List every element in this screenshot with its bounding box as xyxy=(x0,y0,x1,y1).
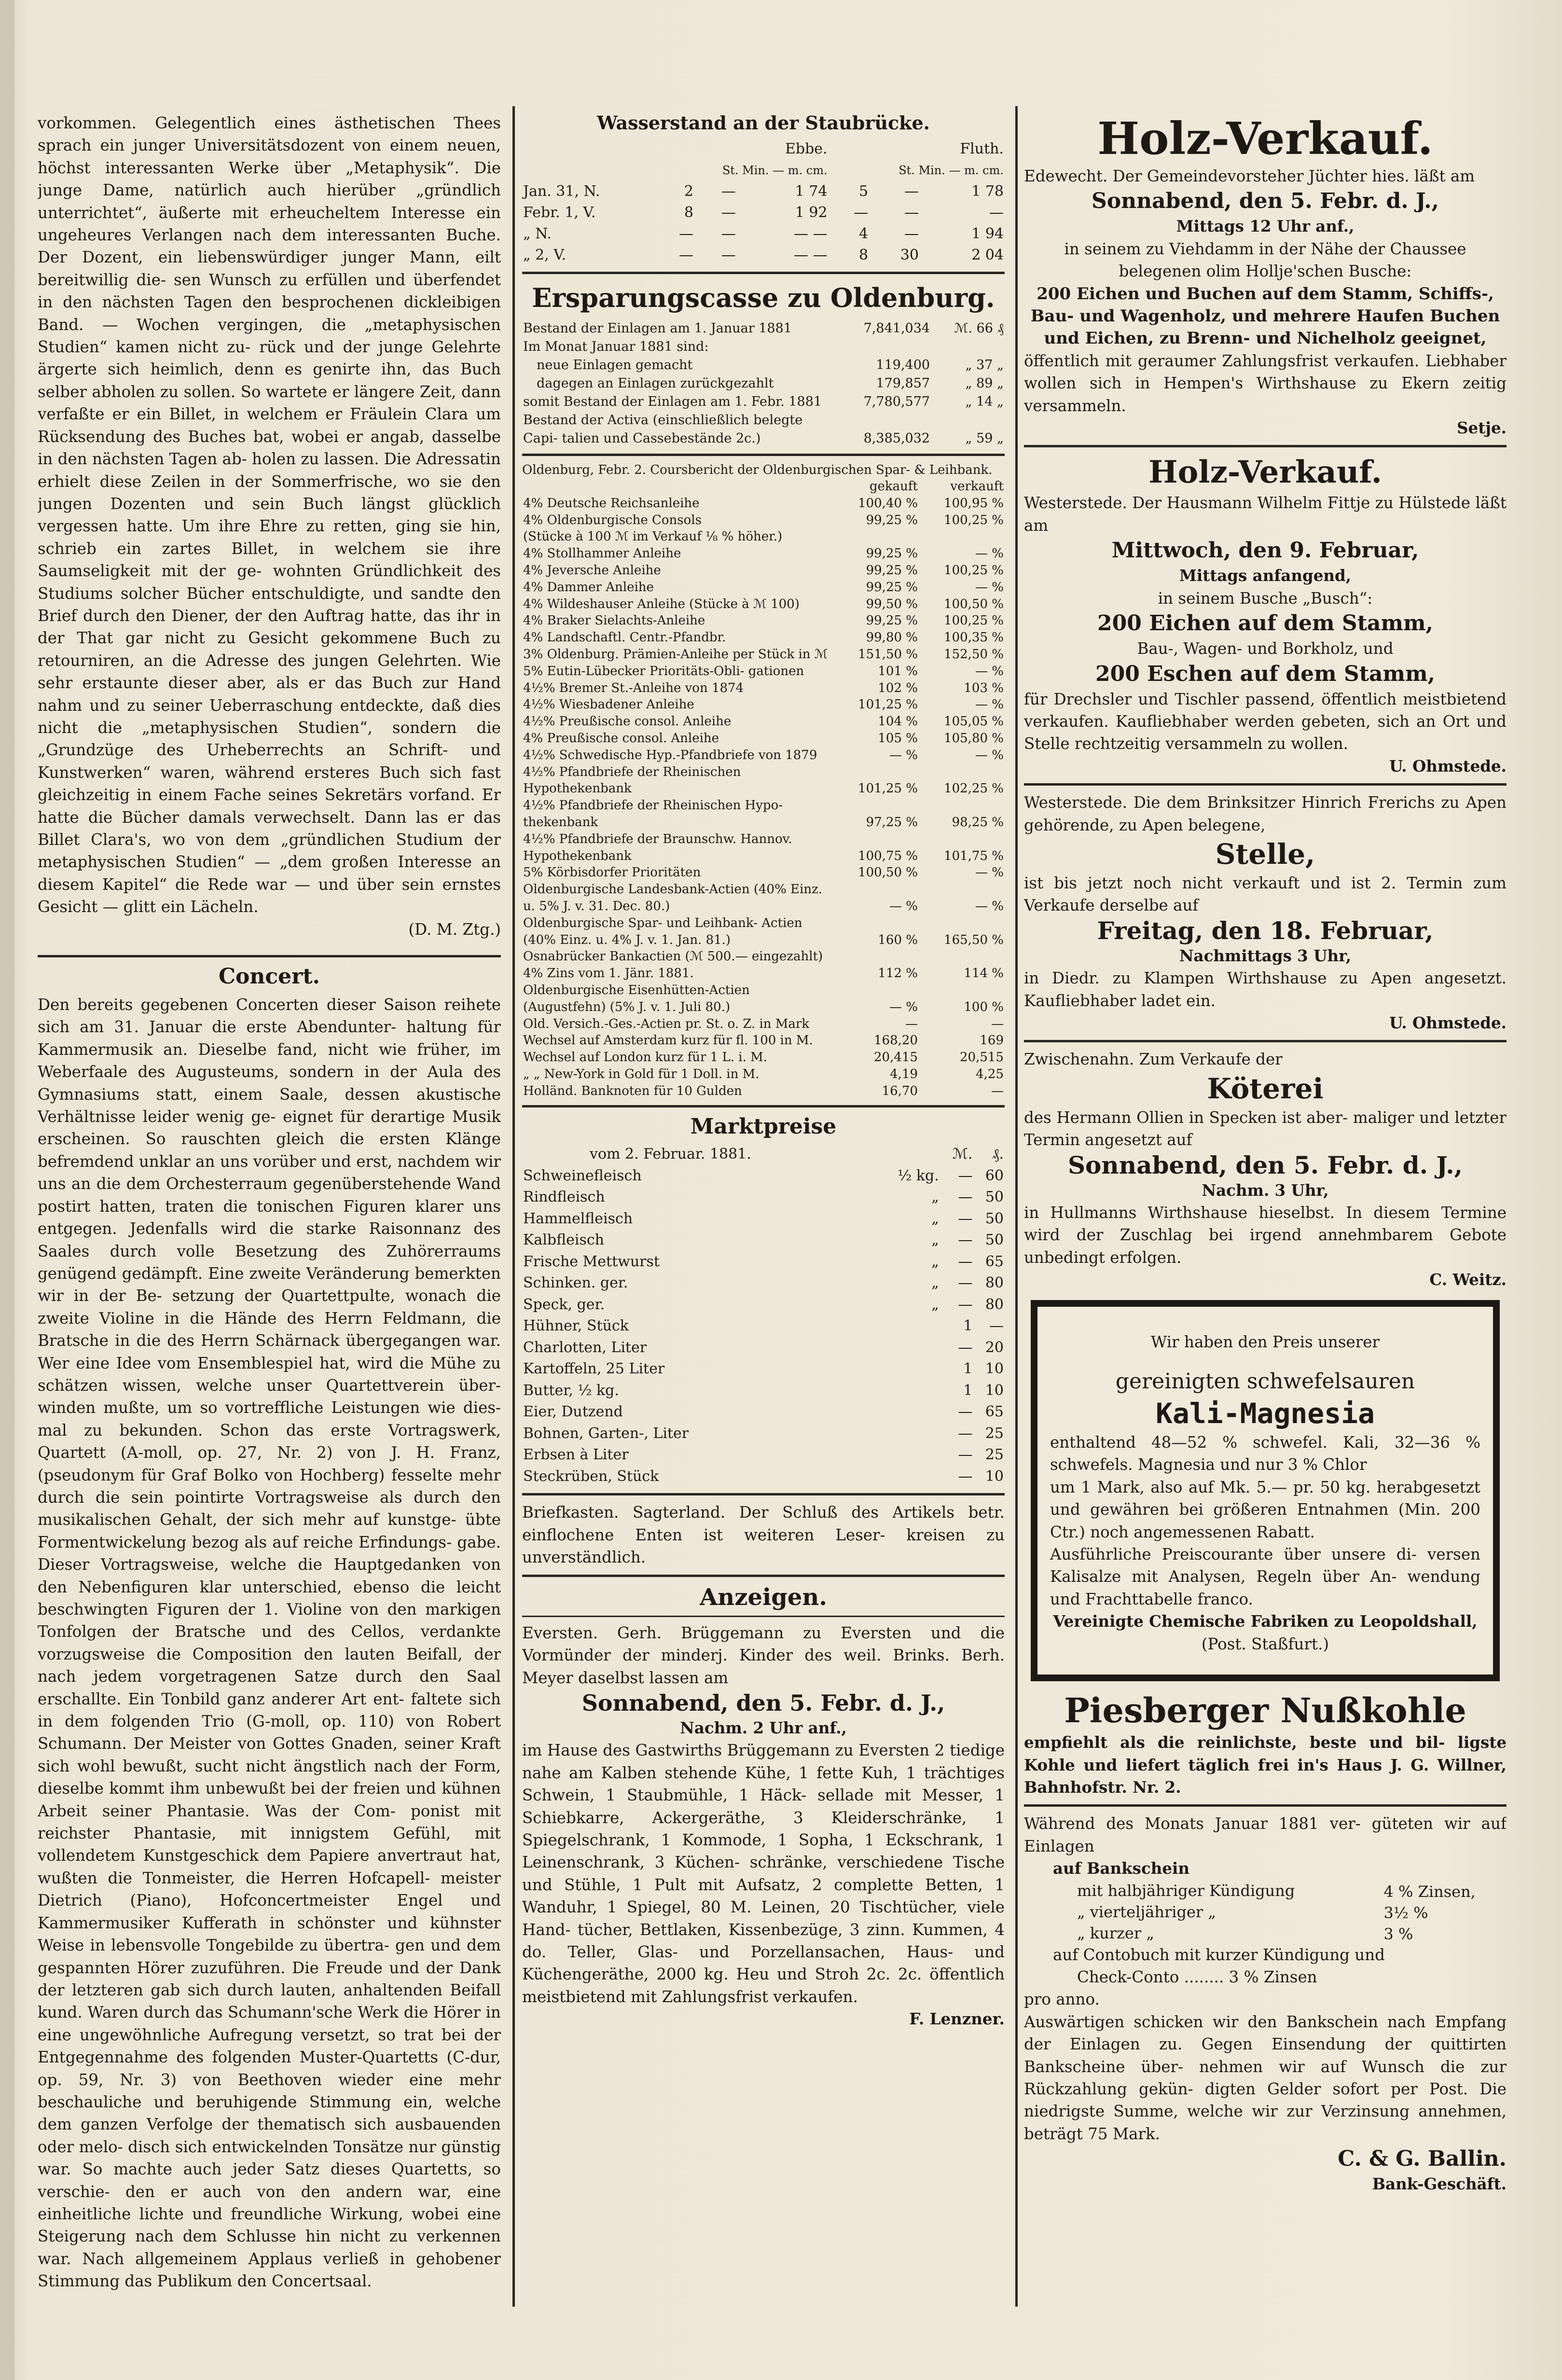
price-cell: — xyxy=(958,1296,973,1313)
bank-check: Check-Conto ........ 3 % Zinsen xyxy=(1077,1967,1317,1986)
table-row: Bestand der Activa (einschließlich belegte Capi- talien und Cassebestände 2c.) 8,385,032 „ 59 „ xyxy=(523,413,1004,446)
bank-firm: C. & G. Ballin. xyxy=(1338,2146,1507,2172)
concert-text: Den bereits gegebenen Concerten dieser Saison reihete sich am 31. Januar die erste Abendunter- haltung für Kammermusik an. Dieselbe fand, nicht wie früher, im Weberfaale des Augusteums, sondern in der Aula des Gymnasiums statt, einem Saale, dessen akustische Verhältnisse leider wenig ge- eignet für derartige Musik erscheinen. So rauschten gleich die ersten Klänge befremdend unklar an uns vorüber und erst, nachdem wir uns an die dem Orchesterraum gegenüberstehende Wand postirt hatten, traten die tonischen Figuren klarer uns entgegen. Jedenfalls wird die starke Raisonnanz des Saales durch volle Besetzung des Zuhörerraums genügend gedämpft. Eine zweite Veränderung bemerkten wir in der Be- setzung der Quartettpulte, wonach die zweite Violine in die Hände des Herrn Feldmann, die Bratsche in die des Herrn Schärnack übergegangen war. Wer eine Idee vom Ensemblespiel hat, wird die Mühe zu schätzen wissen, welche unser Quartettverein über- winden mußte, um so vortreffliche Leistungen wie dies- mal zu bekunden. Schon das erste Vortragswerk, Quartett (A-moll, op. 27, Nr. 2) von J. H. Franz, (pseudonym für Graf Bolko von Hochberg) fesselte mehr durch die sein pointirte Vortragsweise als durch den musikalischen Gehalt, der sich mehr auf kunstge- übte Formentwickelung bezog als auf reiche Erfindungs- gabe. Dieser Vortragsweise, welche die Hauptgedanken von den Nebenfiguren klar unterschied, ebenso die leicht beschwingten Figuren der 1. Violine von den markigen Tonfolgen der Bratsche und des Cellos, verdankte vorzugsweise die Composition den lauten Beifall, der nach jedem vorgetragenen Satze durch den Saal erschallte. Ein Tonbild ganz anderer Art ent- faltete sich in dem folgenden Trio (G-moll, op. 110) von Robert Schumann. Der Meister von Gottes Gnaden, seiner Kraft sich wohl bewußt, sucht nicht ängstlich nach der Form, dieselbe kommt ihm unbewußt bei der freien und kühnen Arbeit seiner Phantasie. Was der Com- ponist mit reichster Phantasie, mit innigstem Gefühl, mit vollendetem Kunstgeschick dem Papiere anvertraut hat, wußten die Tonmeister, die Herren Hofcapell- meister Dietrich (Piano), Hofconcertmeister Engel und Kammermusiker Kufferath in schönster und kühnster Weise in lebensvolle Tongebilde zu übertra- gen und dem gespannten Hörer zuzuführen. Die Freude und der Dank der letzteren gab sich durch lauten, anhaltenden Beifall kund. Waren durch das Schumann'sche Werk die Hörer in eine ungewöhnliche Aufregung versetzt, so trat bei der Entgegennahme des folgenden Muster-Quartetts (C-dur, op. 59, Nr. 3) von Beethoven wieder eine mehr beschauliche und beruhigende Stimmung ein, welche dem ganzen Verfolge der thematisch sich ausbauenden oder melo- disch sich entwickelnden Tonsätze nur günstig war. So machte auch jeder Satz dieses Quartetts, so verschie- den er auch von den andern war, eine einheitliche lichte und freundliche Wirkung, wobei eine Steigerung nach dem Schlusse hin nicht zu verkennen war. Nach allgemeinem Applaus verließ in gehobener Stimmung das Publikum den Concertsaal. xyxy=(38,996,501,2291)
bank-intro: Während des Monats Januar 1881 ver- güteten wir auf Einlagen xyxy=(1024,1814,1507,1855)
bank-sub: Bank-Geschäft. xyxy=(1372,2174,1507,2194)
price-cell: 25 xyxy=(985,1425,1004,1442)
kali-title-1: gereinigten schwefelsauren xyxy=(1115,1369,1415,1394)
table-row: Bestand der Einlagen am 1. Januar 1881 7,841,034 ℳ. 66 ₰ xyxy=(523,321,1004,336)
table-row xyxy=(522,545,1005,562)
security-name: Oldenburgische Spar- und Leihbank- Actien (40% Einz. u. 4% J. v. 1. Jan. 81.) xyxy=(523,915,802,947)
price-cell: — xyxy=(905,1016,918,1031)
table-row xyxy=(522,1273,1005,1294)
security-name: Wechsel auf Amsterdam kurz für fl. 100 in M. xyxy=(523,1033,813,1048)
price-cell: 1 xyxy=(963,1382,973,1399)
divider xyxy=(1024,1804,1507,1807)
koterei-heading: Köterei xyxy=(1207,1072,1324,1105)
security-name: Old. Versich.-Ges.-Actien pr. St. o. Z. in Mark xyxy=(523,1016,810,1031)
article-text: vorkommen. Gelegentlich eines ästhetischen Thees sprach ein junger Universitätsdozent von einem neuen, höchst interessanten Werke über „Metaphysik“. Die junge Dame, natürlich auch hierüber „gründlich unterrichtet“, äußerte mit erheucheltem Interesse ein ungeheures Verlangen nach dem interessanten Buche. Der Dozent, ein liebenswürdiger junger Mann, eilt bereitwillig die- sen Wunsch zu erfüllen und überfendet in den nächsten Tagen den besprochenen dickleibigen Band. — Wochen vergingen, die „metaphysischen Studien“ kamen nicht zu- rück und der junge Gelehrte ärgerte sich heimlich, denn es genirte ihn, das Buch selber abholen zu sollen. So wartete er längere Zeit, dann verfaßte er ein Billet, in welchem er Fräulein Clara um Rücksendung des Buches bat, wobei er angab, dasselbe in den nächsten Tagen ab- holen zu lassen. Die Adressatin erhielt diese Zeilen in der Sommerfrische, wo sie den jungen Dozenten und sein Buch längst glücklich vergessen hatte. Um ihre Ehre zu retten, ging sie hin, schrieb ein zartes Billet, in welchem sie ihre Saumseligkeit mit der ge- wohnten Gründlichkeit des Studiums solcher Bücher entschuldigte, und sandte den Brief durch den Diener, der den Auftrag hatte, das ihr in der That gar nicht zu Gesicht gekommene Buch zu retourniren, an die Adresse des jungen Gelehrten. Wie sehr erstaunte dieser aber, als er das Buch zur Hand nahm und zu seiner Ueberraschung entdeckte, daß dies nicht die „metaphysischen Studien“, sondern die „Grundzüge des Urheberrechts an Schrift- und Kunstwerken“ waren, während ersteres Buch sich fast gleichzeitig in einem Fache seines Sekretärs vorfand. Er hatte die Bücher damals verwechselt. Dann las er das Billet Clara's, wo von dem „gründlichen Studium der metaphysischen Studien“ — „dem großen Interesse an diesem Kapitel“ die Rede war — und über sein ernstes Gesicht — glitt ein Lächeln. xyxy=(38,114,501,916)
price-cell: 4,25 xyxy=(976,1066,1004,1081)
price-cell: — xyxy=(958,1446,973,1464)
price-cell: 101,25 % xyxy=(858,781,918,796)
price-cell: 151,50 % xyxy=(858,647,918,662)
bank-pro-anno: pro anno. xyxy=(1024,1990,1100,2009)
price-cell: 98,25 % xyxy=(952,815,1004,830)
security-name: 4% Stollhammer Anleihe xyxy=(523,546,681,561)
price-cell: 165,50 % xyxy=(944,932,1004,947)
table-row xyxy=(522,696,1005,713)
security-name: Holländ. Banknoten für 10 Gulden xyxy=(523,1083,742,1098)
sparkasse-table xyxy=(522,319,1005,448)
kurs-table: gekauft verkauft 4% Deutsche Reichsanleihe 100,40 % 100,95 % 4% Oldenburgische Consols 99,25 % 100,25 % (Stücke à 100 ℳ im Verkauf ⅛ % höher.) 4% Stollhammer Anleihe 99,25 % — % 4% Jeversche Anleihe 99,25 % 100,25 % 4% Dammer Anleihe 99,25 % — % 4% Wildeshauser Anleihe (Stücke à ℳ 100) 99,50 % 100,50 % 4% Braker Sielachts-Anleihe 99,25 % 100,25 % 4% Landschaftl. Centr.-Pfandbr. 99,80 % 100,35 % 3% Oldenburg. Prämien-Anleihe per Stück in ℳ 151,50 % 152,50 % 5% Eutin-Lübecker Prioritäts-Obli- gationen 101 % — % 4½% Bremer St.-Anleihe von 1874 102 % 103 % 4½% Wiesbadener Anleihe 101,25 % — % 4½% Preußische consol. Anleihe 104 % 105,05 % 4% Preußische consol. Anleihe 105 % 105,80 % 4½% Schwedische Hyp.-Pfandbriefe von 1879 — % — % 4½% Pfandbriefe der Rheinischen Hypothekenbank 101,25 % 102,25 % 4½% Pfandbriefe der Rheinischen Hypo- thekenbank 97,25 % 98,25 % 4½% Pfandbriefe der Braunschw. Hannov. Hypothekenbank 100,75 % 101,75 % 5% Körbisdorfer Prioritäten 100,50 % — % Oldenburgische Landesbank-Actien (40% Einz. u. 5% J. v. 31. Dec. 80.) — % — % Oldenburgische Spar- und Leihbank- Actien (40% Einz. u. 4% J. v. 1. Jan. 81.) 160 % 165,50 % Osnabrücker Bankactien (ℳ 500.— eingezahlt) 4% Zins vom 1. Jänr. 1881. 112 % 114 % Oldenburgische Eisenhütten-Actien (Augustfehn) (5% J. v. 1. Juli 80.) — % 100 % Old. Versich.-Ges.-Actien pr. St. o. Z. in Mark — — Wechsel auf Amsterdam kurz für fl. 100 in M. 168,20 169 Wechsel auf London kurz für 1 L. i. M. 20,415 20,515 „ „ New-York in Gold für 1 Doll. in M. 4,19 4,25 Holländ. Banknoten für 10 Gulden 16,70 — xyxy=(522,478,1005,1099)
product-name: Bohnen, Garten-, Liter xyxy=(523,1425,689,1442)
holz2-item-2: 200 Eschen auf dem Stamm, xyxy=(1095,661,1435,686)
security-name: Osnabrücker Bankactien (ℳ 500.— eingezahlt) 4% Zins vom 1. Jänr. 1881. xyxy=(523,949,823,981)
price-cell: 97,25 % xyxy=(866,815,918,830)
divider xyxy=(38,955,501,957)
divider xyxy=(1024,445,1507,447)
kali-composition: enthaltend 48—52 % schwefel. Kali, 32—36 % schwefels. Magnesia und nur 3 % Chlor xyxy=(1050,1433,1480,1474)
table-row xyxy=(522,797,1005,831)
column-2 xyxy=(522,112,1005,2303)
table-row xyxy=(522,596,1005,613)
price-cell: „ xyxy=(931,1296,939,1313)
auction-items: im Hause des Gastwirths Brüggemann zu Eversten 2 tiedige nahe am Kalben stehende Kühe, 1 fette Kuh, 1 trächtiges Schwein, 1 Staubmühle, 1 Häck- sellade mit Messer, 1 Schiebkarre, Ackergeräthe, 3 Kleiderschränke, 1 Spiegelschrank, 1 Kommode, 1 Sopha, 1 Eckschrank, 1 Leinenschrank, 3 Küchen- schränke, verschiedene Tische und Stühle, 1 Pult mit Aufsatz, 2 complette Betten, 1 Wanduhr, 1 Spiegel, 80 M. Leinen, 20 Tischtücher, viele Hand- tücher, Bettlaken, Kissenbezüge, 3 zinn. Kummen, 4 do. Teller, Glas- und Porzellansachen, Haus- und Küchengeräthe, 2000 kg. Heu und Stroh 2c. 2c. öffentlich meistbietend mit Zahlungsfrist verkaufen. xyxy=(522,1741,1005,2006)
price-cell: 168,20 xyxy=(874,1033,918,1048)
water-title: Wasserstand an der Staubrücke. xyxy=(597,112,930,134)
table-row xyxy=(522,864,1005,881)
price-cell: 99,25 % xyxy=(866,563,918,578)
holz2-wood: Bau-, Wagen- und Borkholz, und xyxy=(1137,639,1394,658)
price-cell: 65 xyxy=(985,1403,1004,1421)
table-row xyxy=(522,663,1005,680)
price-cell: „ xyxy=(931,1274,939,1292)
price-cell: — xyxy=(958,1339,973,1356)
price-cell: 99,25 % xyxy=(866,546,918,561)
kali-firm: Vereinigte Chemische Fabriken zu Leopoldshall, xyxy=(1053,1612,1478,1631)
table-row: Im Monat Januar 1881 sind: xyxy=(523,339,709,354)
bank-subhead: auf Bankschein xyxy=(1053,1859,1190,1878)
piesberg-title: Piesberger Nußkohle xyxy=(1064,1690,1466,1731)
table-row xyxy=(522,730,1005,747)
koterei-intro: Zwischenahn. Zum Verkaufe der xyxy=(1024,1050,1283,1069)
concert-title: Concert. xyxy=(219,964,320,989)
security-name: 4% Wildeshauser Anleihe (Stücke à ℳ 100) xyxy=(523,596,800,611)
kurs-title: Oldenburg, Febr. 2. Coursbericht der Oldenburgischen Spar- & Leihbank. xyxy=(522,463,993,477)
price-cell xyxy=(919,528,1005,545)
price-cell: 152,50 % xyxy=(944,647,1004,662)
price-cell: 102 % xyxy=(878,680,918,695)
table-row xyxy=(522,1208,1005,1230)
unit-label: St. Min. — m. cm. xyxy=(898,164,1004,177)
price-cell: 104 % xyxy=(878,714,918,729)
price-cell: — xyxy=(958,1253,973,1270)
holz2-place: in seinem Busche „Busch“: xyxy=(1158,589,1373,608)
table-row xyxy=(522,1230,1005,1251)
security-name: 4% Landschaftl. Centr.-Pfandbr. xyxy=(523,630,726,645)
price-cell: — % xyxy=(889,899,918,913)
price-cell: — % xyxy=(975,546,1004,561)
table-row xyxy=(522,1016,1005,1033)
briefkasten: Briefkasten. Sagterland. Der Schluß des Artikels betr. einflochene Enten ist weiteren Leser- kreisen zu unverständlich. xyxy=(522,1503,1005,1567)
holz-date: Sonnabend, den 5. Febr. d. J., xyxy=(1092,189,1439,214)
stelle-sign: U. Ohmstede. xyxy=(1389,1013,1507,1032)
holz2-date: Mittwoch, den 9. Februar, xyxy=(1111,538,1419,563)
security-name: 4% Dammer Anleihe xyxy=(523,580,654,595)
bank-rates xyxy=(1024,1880,1507,1944)
kali-price: um 1 Mark, also auf Mk. 5.— pr. 50 kg. herabgesetzt und gewähren bei größeren Entnahmen (Min. 200 Ctr.) noch angemessenen Rabatt. xyxy=(1050,1478,1480,1541)
security-name: (Stücke à 100 ℳ im Verkauf ⅛ % höher.) xyxy=(523,529,783,544)
table-row xyxy=(522,1251,1005,1273)
holz2-sign: U. Ohmstede. xyxy=(1389,756,1507,775)
security-name: „ „ New-York in Gold für 1 Doll. in M. xyxy=(523,1066,760,1081)
table-row: „ N. — — — — 4 — 1 94 xyxy=(523,225,1004,242)
price-cell: 20 xyxy=(985,1339,1004,1356)
price-cell: 100 % xyxy=(964,999,1004,1014)
price-cell: 100,35 % xyxy=(944,630,1004,645)
table-row: Febr. 1, V. 8 — 1 92 — — — xyxy=(523,204,1004,221)
table-row xyxy=(522,1380,1005,1402)
price-cell: — % xyxy=(975,664,1004,678)
product-name: Kalbfleisch xyxy=(523,1232,604,1249)
auction-date: Sonnabend, den 5. Febr. d. J., xyxy=(581,1689,945,1716)
price-cell: 20,415 xyxy=(874,1050,918,1065)
article-source: (D. M. Ztg.) xyxy=(408,920,501,939)
markt-table: vom 2. Februar. 1881. ℳ. ₰. Schweinefleisch ½ kg. — 60 Rindfleisch „ — 50 Hammelfleisch „ — 50 Kalbfleisch „ — 50 Frische Mettwurst „ — 65 Schinken. ger. „ — 80 Speck, ger. „ — 80 Hühner, Stück 1 — Charlotten, Liter — 20 Kartoffeln, 25 Liter 1 10 Butter, ½ kg. 1 10 Eier, Dutzend — 65 Bohnen, Garten-, Liter — 25 Erbsen à Liter — 25 Steckrüben, Stück — 10 xyxy=(522,1144,1005,1487)
security-name: 4% Oldenburgische Consols xyxy=(523,512,702,527)
holz2-intro: Westerstede. Der Hausmann Wilhelm Fittje zu Hülstede läßt am xyxy=(1024,494,1507,535)
table-row xyxy=(522,1337,1005,1359)
price-cell: 102,25 % xyxy=(944,781,1004,796)
divider xyxy=(1024,783,1507,786)
table-row xyxy=(522,764,1005,798)
price-cell: 99,50 % xyxy=(866,596,918,611)
security-name: 4% Preußische consol. Anleihe xyxy=(523,731,719,746)
price-cell: 100,75 % xyxy=(858,848,918,863)
koterei-place: in Hullmanns Wirthshause hieselbst. In diesem Termine wird der Zuschlag bei irgend annehmbarem Gebote unbedingt erfolgen. xyxy=(1024,1204,1507,1267)
price-cell xyxy=(874,1466,940,1488)
markt-title: Marktpreise xyxy=(690,1114,837,1139)
security-name: Oldenburgische Landesbank-Actien (40% Einz. u. 5% J. v. 31. Dec. 80.) xyxy=(523,882,823,913)
table-row: dagegen an Einlagen zurückgezahlt 179,857 „ 89 „ xyxy=(537,376,1004,391)
price-cell: 100,50 % xyxy=(944,596,1004,611)
table-row xyxy=(522,948,1005,982)
security-name: 4½% Pfandbriefe der Rheinischen Hypothekenbank xyxy=(523,764,741,796)
table-row: mit halbjähriger Kündigung 4 % Zinsen, xyxy=(1077,1881,1476,1901)
bank-terms: Auswärtigen schicken wir den Bankschein nach Empfang der Einlagen zu. Gegen Einsendung der quittirten Bankscheine über- nehmen wir auf Wunsch die zur Rückzahlung gekün- digten Gelder sofort per Post. Die niedrigste Summe, welche wir zur Verzinsung annehmen, beträgt 75 Mark. xyxy=(1024,2012,1507,2143)
security-name: 5% Körbisdorfer Prioritäten xyxy=(523,865,701,880)
auction-sign: F. Lenzner. xyxy=(909,2009,1005,2029)
price-cell: 50 xyxy=(985,1189,1004,1206)
price-cell: 80 xyxy=(985,1274,1004,1292)
sparkasse-title: Ersparungscasse zu Oldenburg. xyxy=(532,282,995,313)
price-cell: — xyxy=(991,1083,1004,1098)
price-cell: 100,25 % xyxy=(944,512,1004,527)
holz-place: in seinem zu Viehdamm in der Nähe der Chaussee belegenen olim Hollje'schen Busche: xyxy=(1064,239,1466,281)
price-cell: — xyxy=(958,1210,973,1227)
price-cell: 100,50 % xyxy=(858,865,918,880)
price-cell: 105,05 % xyxy=(944,714,1004,729)
table-row: „ 2, V. — — — — 8 30 2 04 xyxy=(523,247,1004,263)
divider xyxy=(522,1493,1005,1495)
binding-edge xyxy=(0,0,14,2380)
stelle-date: Freitag, den 18. Februar, xyxy=(1097,916,1434,945)
table-row xyxy=(522,680,1005,697)
bank-contobuch: auf Contobuch mit kurzer Kündigung und xyxy=(1053,1945,1385,1964)
price-cell xyxy=(874,1423,940,1445)
table-row xyxy=(522,629,1005,646)
auction-time: Nachm. 2 Uhr anf., xyxy=(680,1718,847,1737)
table-row xyxy=(522,1032,1005,1049)
price-cell: 160 % xyxy=(878,932,918,947)
stelle-text: ist bis jetzt noch nicht verkauft und ist 2. Termin zum Verkaufe derselbe auf xyxy=(1024,873,1507,915)
table-row: „ kurzer „ 3 % xyxy=(1077,1923,1413,1944)
table-row xyxy=(522,495,1005,512)
product-name: Steckrüben, Stück xyxy=(523,1467,659,1485)
auction-intro: Eversten. Gerh. Brüggemann zu Eversten und die Vormünder der minderj. Kinder des weil. Brinks. Berh. Meyer daselbst lassen am xyxy=(522,1623,1005,1687)
stelle-heading: Stelle, xyxy=(1215,837,1315,871)
price-cell: 105 % xyxy=(878,731,918,746)
price-cell: 99,25 % xyxy=(866,580,918,595)
table-row xyxy=(522,831,1005,865)
table-row xyxy=(522,512,1005,529)
table-row xyxy=(522,1315,1005,1337)
price-cell: 65 xyxy=(985,1253,1004,1270)
price-cell: 60 xyxy=(985,1167,1004,1184)
kali-title-2: Kali-Magnesia xyxy=(1156,1397,1375,1430)
price-cell: 105,80 % xyxy=(944,731,1004,746)
unit-label: St. Min. — m. cm. xyxy=(722,164,828,177)
price-cell: 1 xyxy=(963,1360,973,1378)
price-cell: — xyxy=(958,1467,973,1485)
table-row xyxy=(522,1294,1005,1316)
product-name: Hammelfleisch xyxy=(523,1210,633,1227)
price-cell: 100,25 % xyxy=(944,563,1004,578)
security-name: 4½% Pfandbriefe der Rheinischen Hypo- thekenbank xyxy=(523,798,783,830)
holz2-title: Holz-Verkauf. xyxy=(1148,454,1382,491)
table-row xyxy=(522,915,1005,949)
table-row xyxy=(522,1401,1005,1423)
price-cell: 114 % xyxy=(964,966,1004,981)
holz2-item-1: 200 Eichen auf dem Stamm, xyxy=(1097,611,1433,636)
price-cell: 100,25 % xyxy=(944,613,1004,628)
security-name: 4½% Bremer St.-Anleihe von 1874 xyxy=(523,680,744,695)
holz-time: Mittags 12 Uhr anf., xyxy=(1176,217,1355,236)
price-cell: — xyxy=(958,1167,973,1184)
price-cell: 10 xyxy=(985,1467,1004,1485)
column-3 xyxy=(1024,112,1507,2303)
table-row: Jan. 31, N. 2 — 1 74 5 — 1 78 xyxy=(523,183,1004,200)
table-row xyxy=(522,881,1005,915)
product-name: Speck, ger. xyxy=(523,1296,605,1313)
price-cell: 10 xyxy=(985,1382,1004,1399)
price-cell: — % xyxy=(889,747,918,762)
security-name: Wechsel auf London kurz für 1 L. i. M. xyxy=(523,1050,767,1065)
fluth-label: Fluth. xyxy=(960,140,1004,157)
piesberg-text: empfiehlt als die reinlichste, beste und bil- ligste Kohle und liefert täglich frei in's Haus J. G. Willner, Bahnhofstr. Nr. 2. xyxy=(1024,1733,1507,1797)
water-table xyxy=(522,138,1005,266)
table-row xyxy=(522,1187,1005,1208)
price-cell: — xyxy=(989,1317,1004,1335)
price-cell: — xyxy=(958,1403,973,1421)
table-row xyxy=(522,1066,1005,1083)
table-row xyxy=(522,646,1005,663)
product-name: Charlotten, Liter xyxy=(523,1339,647,1356)
price-cell: 50 xyxy=(985,1210,1004,1227)
divider xyxy=(522,1105,1005,1107)
price-cell: 16,70 xyxy=(882,1083,918,1098)
price-cell: — xyxy=(991,1016,1004,1031)
table-row: somit Bestand der Einlagen am 1. Febr. 1881 7,780,577 „ 14 „ xyxy=(523,394,1004,409)
holz-items: 200 Eichen und Buchen auf dem Stamm, Schiffs-, Bau- und Wagenholz, und mehrere Haufen Buchen und Eichen, zu Brenn- und Nichelholz geeignet, xyxy=(1030,284,1500,348)
security-name: 4% Braker Sielachts-Anleihe xyxy=(523,613,705,628)
koterei-date: Sonnabend, den 5. Febr. d. J., xyxy=(1067,1150,1463,1179)
price-cell: — xyxy=(958,1232,973,1249)
price-cell xyxy=(874,1337,940,1359)
table-row xyxy=(522,747,1005,764)
divider xyxy=(522,454,1005,456)
divider xyxy=(522,272,1005,274)
stelle-intro: Westerstede. Die dem Brinksitzer Hinrich Frerichs zu Apen gehörende, zu Apen belegene, xyxy=(1024,793,1507,834)
holz-title: Holz-Verkauf. xyxy=(1097,112,1433,165)
table-row xyxy=(522,713,1005,730)
holz-intro: Edewecht. Der Gemeindevorsteher Jüchter hies. läßt am xyxy=(1024,167,1475,185)
table-row xyxy=(522,562,1005,579)
price-cell: — % xyxy=(889,999,918,1014)
koterei-text: des Hermann Ollien in Specken ist aber- maliger und letzter Termin angesetzt auf xyxy=(1024,1108,1507,1149)
price-cell xyxy=(874,1380,940,1402)
table-row xyxy=(522,1049,1005,1066)
security-name: 4½% Wiesbadener Anleihe xyxy=(523,697,694,712)
price-cell: 100,40 % xyxy=(858,496,918,511)
divider xyxy=(1024,1040,1507,1042)
product-name: Rindfleisch xyxy=(523,1189,605,1206)
table-row xyxy=(522,1358,1005,1380)
divider xyxy=(522,1575,1005,1577)
table-row xyxy=(522,982,1005,1016)
holz2-time: Mittags anfangend, xyxy=(1179,566,1352,585)
anzeigen-title: Anzeigen. xyxy=(700,1583,827,1611)
price-cell: 50 xyxy=(985,1232,1004,1249)
table-row xyxy=(522,1444,1005,1466)
security-name: 4½% Pfandbriefe der Braunschw. Hannov. Hypothekenbank xyxy=(523,831,792,863)
price-cell: 80 xyxy=(985,1296,1004,1313)
table-row xyxy=(522,1466,1005,1488)
product-name: Schinken. ger. xyxy=(523,1274,628,1292)
ebbe-label: Ebbe. xyxy=(785,140,828,157)
security-name: 4% Jeversche Anleihe xyxy=(523,563,661,578)
price-cell: — xyxy=(958,1425,973,1442)
price-cell: „ xyxy=(931,1253,939,1270)
price-cell: 10 xyxy=(985,1360,1004,1378)
product-name: Erbsen à Liter xyxy=(523,1446,629,1464)
product-name: Hühner, Stück xyxy=(523,1317,629,1335)
koterei-sign: C. Weitz. xyxy=(1429,1270,1507,1289)
table-row xyxy=(522,1165,1005,1187)
price-cell: „ xyxy=(931,1189,939,1206)
table-row xyxy=(522,1423,1005,1445)
price-cell: 99,25 % xyxy=(866,613,918,628)
price-cell: „ xyxy=(931,1232,939,1249)
price-cell: 20,515 xyxy=(960,1050,1004,1065)
product-name: Eier, Dutzend xyxy=(523,1403,623,1421)
table-row xyxy=(522,1083,1005,1100)
security-name: 4½% Schwedische Hyp.-Pfandbriefe von 1879 xyxy=(523,747,817,762)
price-cell xyxy=(874,1315,940,1337)
price-cell xyxy=(874,1444,940,1466)
stelle-time: Nachmittags 3 Uhr, xyxy=(1179,946,1352,965)
table-row: „ vierteljähriger „ 3½ % xyxy=(1077,1902,1428,1923)
koterei-time: Nachm. 3 Uhr, xyxy=(1202,1180,1329,1200)
price-cell: 25 xyxy=(985,1446,1004,1464)
security-name: 4½% Preußische consol. Anleihe xyxy=(523,714,732,729)
security-name: 4% Deutsche Reichsanleihe xyxy=(523,496,700,511)
price-cell: — xyxy=(958,1189,973,1206)
stelle-place: in Diedr. zu Klampen Wirthshause zu Apen angesetzt. Kaufliebhaber ladet ein. xyxy=(1024,969,1507,1010)
column-1 xyxy=(38,112,501,2293)
price-cell: 4,19 xyxy=(890,1066,918,1081)
price-cell: 101,75 % xyxy=(944,848,1004,863)
table-row xyxy=(522,612,1005,629)
column-rule-left xyxy=(512,106,515,2307)
price-cell: 101,25 % xyxy=(858,697,918,712)
price-cell: — % xyxy=(975,747,1004,762)
product-name: Schweinefleisch xyxy=(523,1167,642,1184)
price-cell: 101 % xyxy=(878,664,918,678)
price-cell: 100,95 % xyxy=(944,496,1004,511)
table-row xyxy=(522,528,1005,545)
price-cell: 99,80 % xyxy=(866,630,918,645)
price-cell: 1 xyxy=(963,1317,973,1335)
security-name: Oldenburgische Eisenhütten-Actien (Augustfehn) (5% J. v. 1. Juli 80.) xyxy=(523,982,750,1014)
price-cell xyxy=(874,1358,940,1380)
price-cell: — xyxy=(958,1274,973,1292)
table-row xyxy=(522,579,1005,596)
product-name: Kartoffeln, 25 Liter xyxy=(523,1360,665,1378)
column-rule-right xyxy=(1015,106,1018,2307)
product-name: Butter, ½ kg. xyxy=(523,1382,619,1399)
divider xyxy=(522,1616,1005,1617)
price-cell: 103 % xyxy=(964,680,1004,695)
security-name: 3% Oldenburg. Prämien-Anleihe per Stück in ℳ xyxy=(523,647,828,662)
table-row: neue Einlagen gemacht 119,400 „ 37 „ xyxy=(537,358,1004,373)
holz-sign: Setje. xyxy=(1457,418,1507,438)
price-cell: 112 % xyxy=(878,966,918,981)
price-cell: — % xyxy=(975,580,1004,595)
price-cell: 99,25 % xyxy=(866,512,918,527)
price-cell: „ xyxy=(931,1210,939,1227)
kali-info: Ausführliche Preiscourante über unsere di- versen Kalisalze mit Analysen, Regeln über An- wendung und Frachttabelle franco. xyxy=(1050,1545,1480,1608)
kali-place: (Post. Staßfurt.) xyxy=(1201,1634,1329,1653)
security-name: 5% Eutin-Lübecker Prioritäts-Obli- gationen xyxy=(523,664,804,678)
kali-intro: Wir haben den Preis unserer xyxy=(1150,1332,1380,1351)
price-cell: 169 xyxy=(980,1033,1004,1048)
kali-ad-box xyxy=(1031,1300,1500,1681)
holz2-terms: für Drechsler und Tischler passend, öffentlich meistbietend verkaufen. Kaufliebhaber werden gebeten, sich an Ort und Stelle rechtzeitig versammeln zu wollen. xyxy=(1024,690,1507,753)
holz-terms: öffentlich mit geraumer Zahlungsfrist verkaufen. Liebhaber wollen sich in Hempen's Wirthshause zu Ekern zeitig versammeln. xyxy=(1024,351,1507,415)
price-cell: — % xyxy=(975,865,1004,880)
price-cell: ½ kg. xyxy=(898,1167,939,1184)
price-cell: — % xyxy=(975,697,1004,712)
price-cell xyxy=(874,1401,940,1423)
price-cell: — % xyxy=(975,899,1004,913)
product-name: Frische Mettwurst xyxy=(523,1253,660,1270)
price-cell xyxy=(833,528,919,545)
